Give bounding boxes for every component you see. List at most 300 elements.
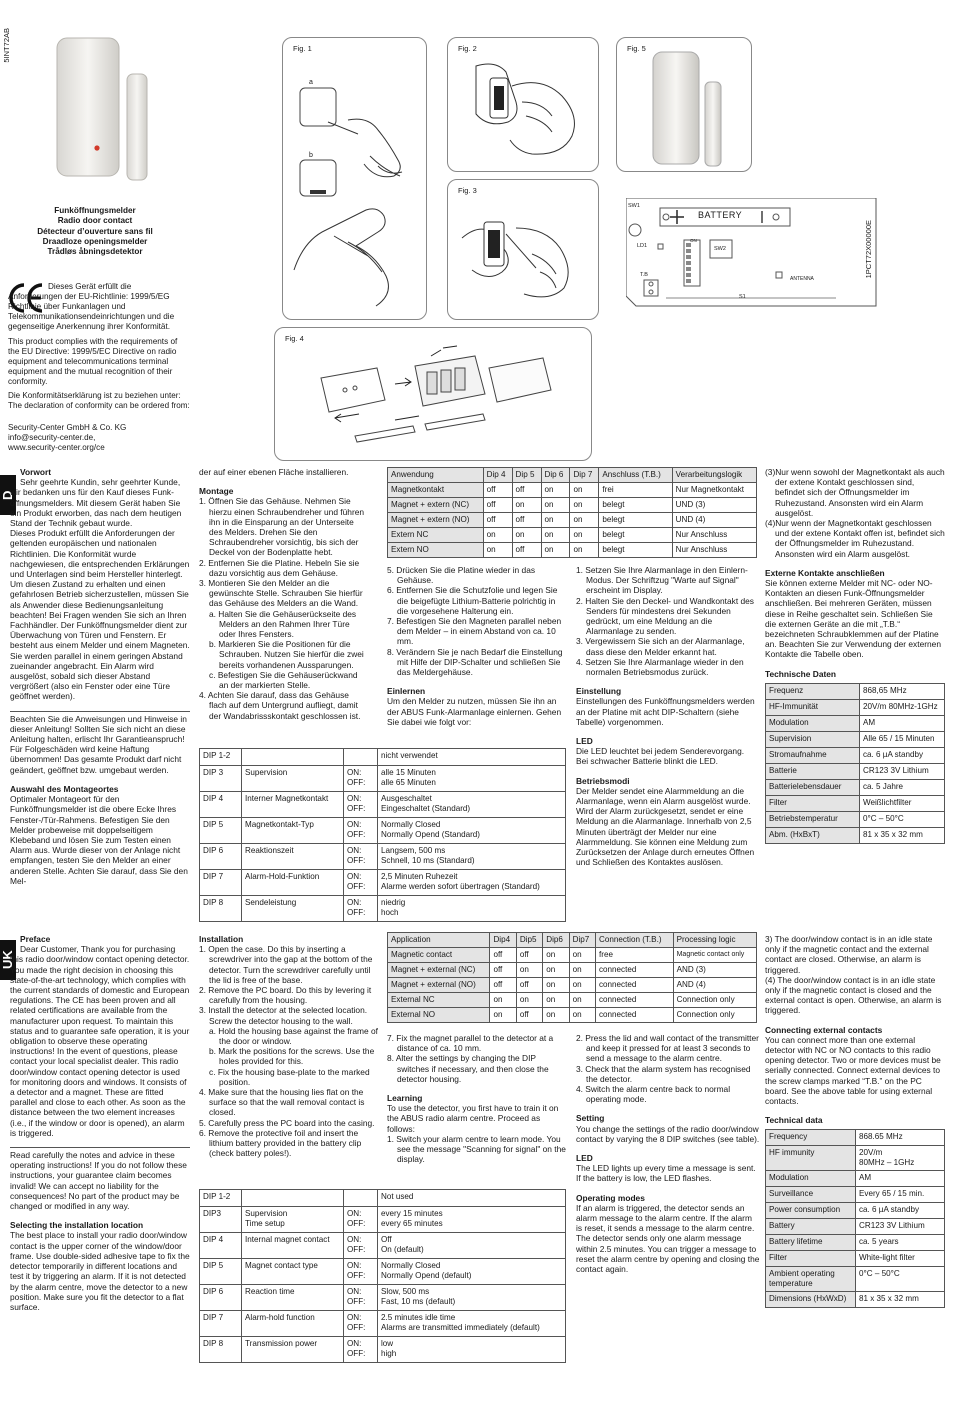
td: 81 x 35 x 32 mm <box>860 827 945 843</box>
title-da: Trådløs åbningsdetektor <box>47 247 143 257</box>
uk-preface-heading: Preface <box>20 934 51 944</box>
td: Dimensions (HxWxD) <box>766 1292 856 1308</box>
td: on <box>541 528 570 543</box>
td: Supervision <box>242 766 344 792</box>
uk-step-1: 1. Open the case. Do this by inserting a screwdriver into the gap at the bottom of the detector. Turn the screwdriver carefully until the lid is free of the base. <box>199 944 373 985</box>
ce-text: Dieses Gerät erfüllt die Anforderungen der EU-Richtlinie: 1999/5/EG Richtlinie über Funkanlagen und Telekommunikationsendeinrichtungen und die gegenseitige Anerkennung ihrer Konformität. <box>8 282 175 332</box>
td: off <box>483 498 512 513</box>
td: Extern NC <box>388 528 484 543</box>
de-vorwort-text: Sehr geehrte Kundin, sehr geehrter Kunde, wir bedanken uns für den Kauf dieses Funk-öffnungsmelders. Mit diesem Gerät haben Sie ein Produkt erworben, das nach dem heutigen Stand der Technik gebaut wurde. <box>10 477 182 529</box>
td: DIP 6 <box>200 1285 242 1311</box>
td: Magnetic contact <box>388 948 490 963</box>
de-betrieb-text: Der Melder sendet eine Alarmmeldung an die Alarmanlage, wenn ein Alarm ausgelöst wurde. Wird der Alarm zurückgesetzt, sendet er eine Meldung an die Alarmanlage. Innerhalb von 2,5 Minuten überträgt der Melder nur eine Alarmmeldung. Sie können eine Meldung zum Zurücksetzen der Anlage durch erneutes Öffnen und Schließen des Kontaktes auslösen. <box>576 785 755 868</box>
td: Betriebstemperatur <box>766 811 860 827</box>
td: Langsem, 500 ms Schnell, 10 ms (Standard) <box>378 844 566 870</box>
de-note-4: (4)Nur wenn der Magnetkontakt geschlossen und der extene Kontakt offen ist, befindet sich der Öffnungsmelder im Ruhezustand. Ansonsten wird ein Alarm ausgelöst. <box>765 518 945 559</box>
td: Modulation <box>766 715 860 731</box>
uk-note-4: (4) The door/window contact is in an idle state only if the magnetic contact is closed and the external contact is open. Otherwise, an alarm is triggered. <box>765 974 942 1016</box>
table-row <box>766 1267 945 1292</box>
td: belegt <box>599 528 672 543</box>
de-intro-text: Dieses Produkt erfüllt die Anforderungen der geltenden europäischen und nationalen Richtlinien. Die Konformität wurde nachgewiesen, die entsprechenden Erklärungen und Unterlagen sind beim Hersteller hinterlegt. Um diesen Zustand zu erhalten und einen gefahrlosen Betrieb sicherzustellen, müssen Sie als Anwender diese Bedienungsanleitung beachten! Bei Fragen wenden Sie sich an Ihren Fachhändler. Der Funköffnungsmelder dient zur Überwachung von Türen und Fenstern. Er besteht aus einem Melder und einem Magneten. Sie werden parallel in einem geringen Abstand zueinander angebracht. Ein Alarm wird ausgelöst, sobald sich dieser Abstand vergrößert (also ein Fenster oder eine Türe geöffnet werden). <box>10 528 190 702</box>
table-row <box>766 715 945 731</box>
td: Abm. (HxBxT) <box>766 827 860 843</box>
uk-application-table <box>387 932 757 1023</box>
td: on <box>570 513 599 528</box>
td: ON: OFF: <box>344 1207 378 1233</box>
td: AM <box>860 715 945 731</box>
td: Magnet + extern (NC) <box>388 498 484 513</box>
td: Alarm-Hold-Funktion <box>242 870 344 896</box>
pcb-tb: T.B <box>640 272 648 278</box>
figure-3 <box>447 179 599 320</box>
table-row <box>388 483 757 498</box>
uk-ext-heading: Connecting external contacts <box>765 1024 883 1035</box>
table-row <box>388 498 757 513</box>
td: off <box>512 543 541 558</box>
td: ca. 5 years <box>856 1235 945 1251</box>
uk-led-text: The LED lights up every time a message is sent. If the battery is low, the LED flashes. <box>576 1163 756 1184</box>
uk-sel-heading: Selecting the installation location <box>10 1220 144 1231</box>
de-note-text: Beachten Sie die Anweisungen und Hinweise in dieser Anleitung! Sollten Sie sich nicht an diese Anleitung halten, erlischt Ihr Garantieanspruch! Für Folgeschäden wird keine Haftung übernommen! Das gesamte Produkt darf nicht geändert, geöffnet bzw. umgebaut werden. <box>10 713 187 775</box>
uk-sel-text: The best place to install your radio door/window contact is the upper corner of the window/door frame. Use double-sided adhesive tape to fix the detector temporarily in different locations and test it by triggering an alarm. If it is not detected by the alarm centre, move the detector to a new position. Make sure you fit the detector to a flat surface. <box>10 1230 190 1312</box>
table-row <box>766 1203 945 1219</box>
td: on <box>543 978 569 993</box>
td: CR123 3V Lithium <box>856 1219 945 1235</box>
th: Dip 5 <box>512 468 541 483</box>
td: off <box>490 963 516 978</box>
td: Frequenz <box>766 683 860 699</box>
td: on <box>541 543 570 558</box>
pcb-diagram <box>626 198 890 308</box>
td: ON: OFF: <box>344 1259 378 1285</box>
uk-step-2: 2. Remove the PC board. Do this by levering it carefully from the housing. <box>199 985 372 1006</box>
th: Application <box>388 933 490 948</box>
td: Interner Magnetkontakt <box>242 792 344 818</box>
pcb-s1: S1 <box>739 294 746 300</box>
td: Transmission power <box>242 1337 344 1363</box>
td: Magnet + external (NC) <box>388 963 490 978</box>
td: on <box>570 543 599 558</box>
table-row <box>388 978 757 993</box>
td: Power consumption <box>766 1203 856 1219</box>
td: on <box>569 993 595 1008</box>
uk-setting-heading: Setting <box>576 1113 605 1124</box>
table-row <box>766 699 945 715</box>
td: CR123 3V Lithium <box>860 763 945 779</box>
td: Off On (default) <box>378 1233 566 1259</box>
td: Reaction time <box>242 1285 344 1311</box>
td: connected <box>596 978 674 993</box>
td: ca. 5 Jahre <box>860 779 945 795</box>
td <box>344 1190 378 1207</box>
td: Stromaufnahme <box>766 747 860 763</box>
company-web: www.security-center.org/ce <box>8 443 105 453</box>
product-titles <box>10 206 180 257</box>
table-row <box>766 1187 945 1203</box>
table-row <box>388 963 757 978</box>
td: 868,65 MHz <box>860 683 945 699</box>
pcb-ld1: LD1 <box>637 243 648 249</box>
uk-dip-table <box>199 1189 566 1363</box>
uk-led-heading: LED <box>576 1153 593 1164</box>
th: Dip5 <box>516 933 542 948</box>
uk-note-3: 3) The door/window contact is in an idle state only if the magnetic contact and the external contact are closed. Otherwise, an alarm is triggered. <box>765 934 933 975</box>
uk-tech-table <box>765 1129 945 1308</box>
td: on <box>541 513 570 528</box>
th: Dip 6 <box>541 468 570 483</box>
td: DIP 3 <box>200 766 242 792</box>
td: DIP 5 <box>200 818 242 844</box>
table-row <box>766 779 945 795</box>
table-row <box>200 818 566 844</box>
td: on <box>543 1008 569 1023</box>
td: belegt <box>599 498 672 513</box>
table-row <box>766 1171 945 1187</box>
figure-2 <box>447 37 599 172</box>
de-led-heading: LED <box>576 736 593 747</box>
de-substep-c: c. Befestigen Sie die Gehäuserückwand an der markierten Stelle. <box>209 669 358 691</box>
td: on <box>569 948 595 963</box>
uk-substep-b: b. Mark the positions for the screws. Use the holes provided for this. <box>209 1046 375 1067</box>
td: on <box>516 993 542 1008</box>
td: External NO <box>388 1008 490 1023</box>
table-row <box>388 948 757 963</box>
td: DIP3 <box>200 1207 242 1233</box>
td: off <box>490 948 516 963</box>
td: ON: OFF: <box>344 1337 378 1363</box>
table-row <box>200 870 566 896</box>
td <box>344 749 378 766</box>
td: DIP 5 <box>200 1259 242 1285</box>
td: ON: OFF: <box>344 766 378 792</box>
de-ext-text: Sie können externe Melder mit NC- oder NO-Kontakten an diesen Funk-Öffnungsmelder anschließen. Bei mehreren Geräten, müssen diese in Reihe geschaltet sein. Schließen Sie die externen Geräte an die mit „T.B.“ bezeichneten Schraubklemmen auf der Platine an. Beachten Sie zur Verwendung der externen Kontakte die Tabelle oben. <box>765 578 941 660</box>
table-row <box>766 763 945 779</box>
td: White-light filter <box>856 1251 945 1267</box>
td: on <box>541 483 570 498</box>
table-row <box>388 993 757 1008</box>
table-row <box>388 543 757 558</box>
td: off <box>512 483 541 498</box>
de-step-6: 6. Entfernen Sie die Schutzfolie und legen Sie die beigefügte Lithium-Batterie polrichtig in die vorgesehene Halterung ein. <box>387 585 558 616</box>
uk-learn-1: 1. Switch your alarm centre to learn mode. You see the message "Scanning for signal" on the display. <box>387 1133 566 1165</box>
de-substep-b: b. Markieren Sie die Positionen für die Schrauben. Nutzen Sie hierfür die zwei bereits vorhandenen Aussparungen. <box>209 639 364 670</box>
uk-application-header-row <box>388 933 757 948</box>
de-cont-text: der auf einer ebenen Fläche installieren. <box>199 467 349 477</box>
ce-text-en: This product complies with the requirements of the EU Directive: 1999/5/EC Directive on radio equipment and telecommunications terminal equipment and the mutual recognition of their conformity. <box>8 337 178 387</box>
table-row <box>766 811 945 827</box>
td: on <box>490 993 516 1008</box>
td: DIP 8 <box>200 896 242 922</box>
td: 2.5 minutes idle time Alarms are transmitted immediately (default) <box>378 1311 566 1337</box>
side-code: 5INT72AB <box>2 28 11 63</box>
de-step-4: 4. Achten Sie darauf, dass das Gehäuse flach auf dem Untergrund aufliegt, damit der Wandabrissskontakt geschlossen ist. <box>199 690 361 721</box>
de-step-1: 1. Öffnen Sie das Gehäuse. Nehmen Sie hierzu einen Schraubendreher und führen ihn in die Einsparung an der Unterseite des Melders. Drehen Sie den Schraubendreher vorsichtig, bis sich der Deckel von der Bodenplatte hebt. <box>199 496 365 558</box>
table-row <box>766 1235 945 1251</box>
conformity-info <box>8 391 193 453</box>
uk-ext-text: You can connect more than one external detector with NC or NO contacts to this radio opening detector. Two or more devices must be serially connected. Connect external devices to the screw clamps marked “T.B.” on the PC board. See the above table for using external contacts. <box>765 1034 941 1107</box>
td: Surveillance <box>766 1187 856 1203</box>
de-step-8: 8. Verändern Sie je nach Bedarf die Einstellung mit Hilfe der DIP-Schalter und schließen Sie das Meldergehäuse. <box>387 646 563 678</box>
td: on <box>543 948 569 963</box>
td: ON: OFF: <box>344 844 378 870</box>
th: Dip7 <box>569 933 595 948</box>
td: on <box>483 528 512 543</box>
td <box>242 1190 344 1207</box>
td <box>242 749 344 766</box>
de-auswahl-text: Optimaler Montageort für den Funköffnungsmelder ist die obere Ecke Ihres Fenster-/Tür-Rahmens. Befestigen Sie den Melder probeweise mit doppelseitigem Klebeband und lösen Sie zum Testen einen Alarm aus. Wurde dieser von der Anlage nicht empfangen, testen Sie den Melder an einer anderen Stelle. Achten Sie darauf, dass Sie den Mel- <box>10 794 188 886</box>
td: Internal magnet contact <box>242 1233 344 1259</box>
td: ON: OFF: <box>344 818 378 844</box>
td: Normally Closed Normally Opend (default) <box>378 1259 566 1285</box>
td: 0°C – 50°C <box>856 1267 945 1292</box>
td: ON: OFF: <box>344 896 378 922</box>
figure-2-label: Fig. 2 <box>458 44 477 53</box>
td: off <box>516 978 542 993</box>
td: on <box>543 963 569 978</box>
th: Dip6 <box>543 933 569 948</box>
th: Processing logic <box>673 933 756 948</box>
figure-1 <box>282 37 427 320</box>
uk-col4 <box>576 1033 760 1274</box>
td: on <box>512 528 541 543</box>
td: off <box>516 948 542 963</box>
uk-step-5: 5. Carefully press the PC board into the casing. <box>199 1117 375 1128</box>
td: Normally Closed Normally Opend (Standard) <box>378 818 566 844</box>
conformity-de: Die Konformitätserklärung ist zu beziehen unter: <box>8 391 181 400</box>
td: DIP 7 <box>200 870 242 896</box>
td: Weißlichtfilter <box>860 795 945 811</box>
td: DIP 4 <box>200 792 242 818</box>
title-fr: Détecteur d’ouverture sans fil <box>37 226 153 236</box>
td: Nur Anschluss <box>672 543 756 558</box>
de-einstellung-text: Einstellungen des Funköffnungsmelders werden an der Platine mit acht DIP-Schaltern (siehe Tabelle) vorgenommen. <box>576 696 755 727</box>
de-note-3: (3)Nur wenn sowohl der Magnetkontakt als auch der extene Kontakt geschlossen sind, befindet sich der Öffnungsmelder im Ruhezustand. Ansonsten wird ein Alarm ausgelöst. <box>765 467 945 518</box>
td: Batterielebensdauer <box>766 779 860 795</box>
tab-de: D <box>0 475 16 515</box>
td: DIP 1-2 <box>200 1190 242 1207</box>
td: on <box>570 483 599 498</box>
td: Magnetic contact only <box>673 948 756 963</box>
td: Magnetkontakt <box>388 483 484 498</box>
de-betrieb-heading: Betriebsmodi <box>576 775 630 786</box>
table-row <box>200 896 566 922</box>
td: belegt <box>599 513 672 528</box>
figure-1a-label: a <box>309 79 313 86</box>
td: nicht verwendet <box>378 749 566 766</box>
de-learn-3: 3. Vergewissern Sie sich an der Alarmanlage, dass diese den Melder erkannt hat. <box>576 636 745 657</box>
de-learn-2: 2. Halten Sie den Deckel- und Wandkontakt des Senders für mindestens drei Sekunden gedrückt, um eine Meldung an die Alarmanlage zu senden. <box>576 595 754 637</box>
figure-5 <box>616 37 752 172</box>
table-row <box>766 683 945 699</box>
td: Nur Anschluss <box>672 528 756 543</box>
uk-step-7: 7. Fix the magnet parallel to the detector at a distance of ca. 10 mm. <box>387 1033 554 1054</box>
uk-col5 <box>765 934 945 1308</box>
td: on <box>541 498 570 513</box>
td: Alarm-hold function <box>242 1311 344 1337</box>
uk-learn-4: 4. Switch the alarm centre back to normal operating mode. <box>576 1084 731 1105</box>
title-en: Radio door contact <box>57 216 133 226</box>
td: Magnetkontakt-Typ <box>242 818 344 844</box>
table-row <box>200 1285 566 1311</box>
conformity-en: The declaration of conformity can be ordered from: <box>8 401 190 411</box>
de-col1 <box>10 467 190 886</box>
td: ON: OFF: <box>344 1285 378 1311</box>
td: UND (3) <box>672 498 756 513</box>
td: on <box>570 498 599 513</box>
de-einlernen-text: Um den Melder zu nutzen, müssen Sie ihn an der ABUS Funk-Alarmanlage einlernen. Gehen Sie dabei wie folgt vor: <box>387 696 562 727</box>
td: frei <box>599 483 672 498</box>
pcb-sw2: SW2 <box>714 246 726 252</box>
uk-step-3: 3. Install the detector at the selected location. Screw the detector housing to the wall. <box>199 1005 368 1026</box>
figure-1b-label: b <box>309 152 313 159</box>
uk-learn-heading: Learning <box>387 1093 423 1104</box>
td: Battery <box>766 1219 856 1235</box>
uk-op-text-2: The detector sends only one alarm message within 2.5 minutes. You can trigger a message to reset the alarm centre by opening and closing the contact again. <box>576 1233 760 1275</box>
de-tech-heading: Technische Daten <box>765 668 837 679</box>
td: Extern NO <box>388 543 484 558</box>
td: on <box>516 963 542 978</box>
td: ON: OFF: <box>344 792 378 818</box>
td: Connection only <box>673 1008 756 1023</box>
td: AND (3) <box>673 963 756 978</box>
table-row <box>200 1337 566 1363</box>
pcb-battery: BATTERY <box>698 210 743 220</box>
td: 81 x 35 x 32 mm <box>856 1292 945 1308</box>
td: Ambient operating temperature <box>766 1267 856 1292</box>
td: HF-Immunität <box>766 699 860 715</box>
de-col4 <box>576 565 756 867</box>
figure-4 <box>274 327 592 461</box>
table-row <box>766 1251 945 1267</box>
de-col2 <box>199 467 367 721</box>
td: Filter <box>766 795 860 811</box>
td: Nur Magnetkontakt <box>672 483 756 498</box>
table-row <box>766 747 945 763</box>
uk-substep-c: c. Fix the housing base-plate to the marked position. <box>209 1066 370 1087</box>
td: DIP 4 <box>200 1233 242 1259</box>
td: low high <box>378 1337 566 1363</box>
td: alle 15 Minuten alle 65 Minuten <box>378 766 566 792</box>
de-tech-table <box>765 683 945 844</box>
de-einstellung-heading: Einstellung <box>576 686 622 697</box>
de-learn-4: 4. Setzen Sie Ihre Alarmanlage wieder in den normalen Betriebsmodus zurück. <box>576 656 744 678</box>
td: Magnet contact type <box>242 1259 344 1285</box>
de-montage-heading: Montage <box>199 486 234 497</box>
tab-uk: UK <box>0 940 16 980</box>
de-step-2: 2. Entfernen Sie die Platine. Hebeln Sie sie dazu vorsichtig aus dem Gehäuse. <box>199 557 360 578</box>
td: Alle 65 / 15 Minuten <box>860 731 945 747</box>
pcb-antenna: ANTENNA <box>790 276 814 282</box>
de-learn-1: 1. Setzen Sie Ihre Alarmanlage in den Einlern-Modus. Der Schriftzug "Warte auf Signal" erscheint im Display. <box>576 565 748 596</box>
td: off <box>483 483 512 498</box>
uk-col2 <box>199 934 379 1158</box>
th: Dip 7 <box>570 468 599 483</box>
td: Frequency <box>766 1130 856 1146</box>
th: Connection (T.B.) <box>596 933 674 948</box>
td: DIP 7 <box>200 1311 242 1337</box>
td: Modulation <box>766 1171 856 1187</box>
td: Connection only <box>673 993 756 1008</box>
table-row <box>766 1130 945 1146</box>
td: External NC <box>388 993 490 1008</box>
uk-learn-2: 2. Press the lid and wall contact of the transmitter and keep it pressed for at least 3 seconds to send a message to the alarm centre. <box>576 1033 759 1064</box>
de-step-5: 5. Drücken Sie die Platine wieder in das Gehäuse. <box>387 565 536 586</box>
uk-op-heading: Operating modes <box>576 1192 645 1203</box>
td: Magnet + extern (NO) <box>388 513 484 528</box>
uk-tech-heading: Technical data <box>765 1115 823 1126</box>
td: off <box>516 1008 542 1023</box>
td: 20V/m 80MHz – 1GHz <box>856 1146 945 1171</box>
td: niedrig hoch <box>378 896 566 922</box>
title-nl: Draadloze openingsmelder <box>42 236 148 246</box>
de-vorwort-heading: Vorwort <box>20 467 52 477</box>
table-row <box>766 1146 945 1171</box>
td: Batterie <box>766 763 860 779</box>
title-de: Funköffnungsmelder <box>54 206 136 215</box>
td: Reaktionszeit <box>242 844 344 870</box>
uk-step-6: 6. Remove the protective foil and insert the lithium battery provided in the battery clip (check battery poles!). <box>199 1127 362 1159</box>
td: AM <box>856 1171 945 1187</box>
td: 2,5 Minuten Ruhezeit Alarme werden sofort übertragen (Standard) <box>378 870 566 896</box>
td: off <box>483 513 512 528</box>
td: free <box>596 948 674 963</box>
td: 868.65 MHz <box>856 1130 945 1146</box>
de-led-text: Die LED leuchtet bei jedem Senderevorgang. Bei schwacher Batterie blinkt die LED. <box>576 746 745 767</box>
td: Every 65 / 15 min. <box>856 1187 945 1203</box>
de-dip-table <box>199 748 566 922</box>
td: on <box>543 993 569 1008</box>
td: DIP 6 <box>200 844 242 870</box>
td: belegt <box>599 543 672 558</box>
de-application-header-row <box>388 468 757 483</box>
td: Slow, 500 ms Fast, 10 ms (default) <box>378 1285 566 1311</box>
td: on <box>569 978 595 993</box>
td: on <box>569 1008 595 1023</box>
td: every 15 minutes every 65 minutes <box>378 1207 566 1233</box>
de-col3 <box>387 565 567 727</box>
pcb-code: 1PCT72X00000E <box>864 220 873 279</box>
uk-col1 <box>10 934 190 1312</box>
td: connected <box>596 1008 674 1023</box>
de-substep-a: a. Halten Sie die Gehäuserückseite des Melders an den Rahmen Ihrer Türe oder Ihres Fensters. <box>209 608 357 640</box>
table-row <box>766 1219 945 1235</box>
td: off <box>512 513 541 528</box>
table-row <box>388 528 757 543</box>
uk-col3 <box>387 1033 567 1164</box>
product-photo <box>55 36 165 186</box>
td: ON: OFF: <box>344 870 378 896</box>
td: Not used <box>378 1190 566 1207</box>
td: HF immunity <box>766 1146 856 1171</box>
table-row <box>200 1259 566 1285</box>
th: Dip 4 <box>483 468 512 483</box>
uk-step-8: 8. Alter the settings by changing the DIP switches if necessary, and then close the detector housing. <box>387 1053 549 1084</box>
td: Sendeleistung <box>242 896 344 922</box>
de-application-table <box>387 467 757 558</box>
th: Verarbeitungslogik <box>672 468 756 483</box>
table-row <box>200 749 566 766</box>
table-row <box>388 1008 757 1023</box>
table-row <box>766 1292 945 1308</box>
de-col5 <box>765 467 945 844</box>
company-email: info@security-center.de, <box>8 433 96 443</box>
td: Ausgeschaltet Eingeschaltet (Standard) <box>378 792 566 818</box>
pcb-on: ON <box>690 238 697 243</box>
td: DIP 8 <box>200 1337 242 1363</box>
table-row <box>766 795 945 811</box>
uk-setting-text: You change the settings of the radio door/window contact by varying the 8 DIP switches (see table). <box>576 1123 760 1144</box>
de-ext-heading: Externe Kontakte anschließen <box>765 567 885 578</box>
